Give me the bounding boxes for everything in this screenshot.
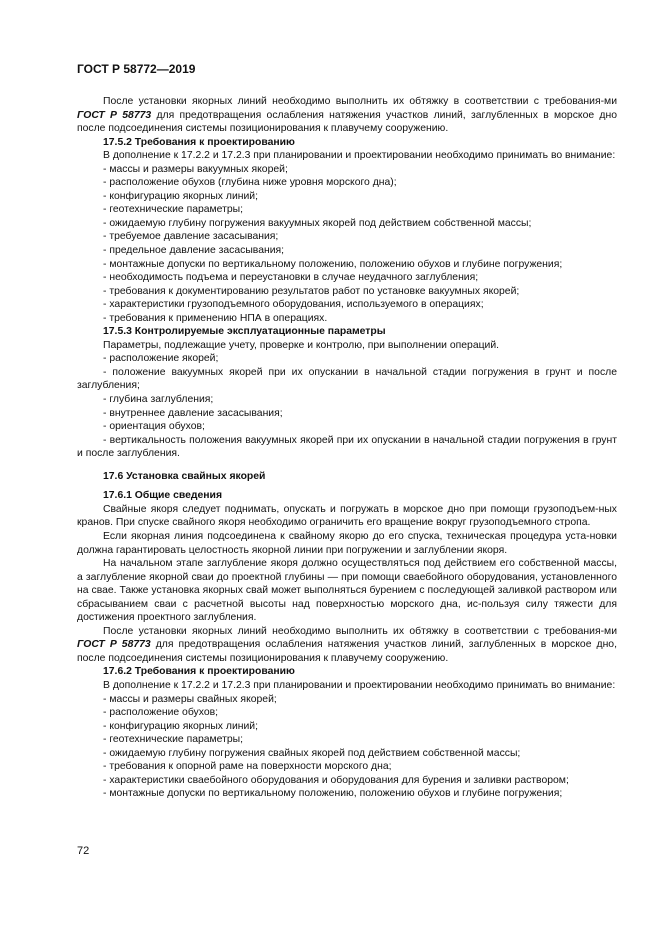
paragraph: Если якорная линия подсоединена к свайному якорю до его спуска, техническая процедура уста-новки должна гарантировать целостность якорной линии при погружении и заглублении якоря. — [77, 530, 617, 556]
heading-17-6-2: 17.6.2 Требования к проектированию — [103, 666, 295, 678]
list-item: - массы и размеры свайных якорей; — [103, 693, 277, 705]
list-item: - ориентация обухов; — [103, 421, 205, 433]
list-item: - глубина заглубления; — [103, 394, 214, 406]
document-header: ГОСТ Р 58772—2019 — [77, 62, 196, 76]
list-item: - расположение якорей; — [103, 353, 219, 365]
list-item: - расположение обухов (глубина ниже уровня морского дна); — [103, 177, 397, 189]
page-number: 72 — [77, 845, 90, 857]
list-item: - предельное давление засасывания; — [103, 245, 285, 257]
heading-17-6-1: 17.6.1 Общие сведения — [103, 490, 223, 502]
intro-17-6-2: В дополнение к 17.2.2 и 17.2.3 при планировании и проектировании необходимо принимать во внимание: — [103, 679, 616, 691]
list-item: - геотехнические параметры; — [103, 204, 244, 216]
list-item: - вертикальность положения вакуумных якорей при их опускании в начальной стадии погружения в грунт и после заглубления. — [77, 434, 617, 460]
intro-17-5-2: В дополнение к 17.2.2 и 17.2.3 при планировании и проектировании необходимо принимать во внимание: — [103, 150, 616, 162]
list-item: - характеристики сваебойного оборудования и оборудования для бурения и заливки раствором; — [103, 774, 569, 786]
heading-17-5-3: 17.5.3 Контролируемые эксплуатационные параметры — [103, 326, 386, 338]
list-item: - геотехнические параметры; — [103, 734, 244, 746]
list-item: - массы и размеры вакуумных якорей; — [103, 163, 288, 175]
paragraph-anchor-tensioning: После установки якорных линий необходимо выполнить их обтяжку в соответствии с требования-ми ГОСТ Р 58773 для предотвращения ослабления натяжения участков линий, заглубленных в морское дно после подсоединения системы позиционирования к плавучему сооружению. — [77, 96, 617, 135]
paragraph: Свайные якоря следует поднимать, опускать и погружать в морское дно при помощи грузоподъем-ных кранов. При спуске свайного якоря необходимо ограничить его вращение вокруг грузоподъемного стропа. — [77, 503, 617, 529]
page-content — [77, 95, 617, 801]
list-item: - монтажные допуски по вертикальному положению, положению обухов и глубине погружения; — [103, 258, 563, 270]
list-item: - ожидаемую глубину погружения свайных якорей под действием собственной массы; — [103, 747, 521, 759]
list-item: - расположение обухов; — [103, 707, 219, 719]
paragraph: На начальном этапе заглубление якоря должно осуществляться под действием его собственной массы, а заглубление якорной сваи до проектной глубины — при помощи сваебойного оборудования, установленного на свае. Также установка якорных свай может выполняться бурением с последующей заливкой раствором или сбрасыванием сваи с расчетной высоты над поверхностью морского дна, ис-пользуя силу тяжести для достижения проектного заглубления. — [77, 558, 617, 624]
standard-reference: ГОСТ Р 58773 — [77, 109, 152, 121]
paragraph-anchor-tensioning: После установки якорных линий необходимо выполнить их обтяжку в соответствии с требования-ми ГОСТ Р 58773 для предотвращения ослабления натяжения участков линий, заглубленных в морское дно, после подсоединения системы позиционирования к плавучему сооружению. — [77, 625, 617, 664]
list-item: - требования к применению НПА в операциях. — [103, 312, 328, 324]
list-item: - необходимость подъема и переустановки в случае неудачного заглубления; — [103, 272, 479, 284]
list-item: - требования к документированию результатов работ по установке вакуумных якорей; — [103, 285, 520, 297]
list-item: - ожидаемую глубину погружения вакуумных якорей под действием собственной массы; — [103, 217, 532, 229]
list-item: - характеристики грузоподъемного оборудования, используемого в операциях; — [103, 299, 484, 311]
list-item: - монтажные допуски по вертикальному положению, положению обухов и глубине погружения; — [103, 788, 563, 800]
intro-17-5-3: Параметры, подлежащие учету, проверке и контролю, при выполнении операций. — [103, 339, 500, 351]
standard-reference: ГОСТ Р 58773 — [77, 639, 151, 651]
list-item: - конфигурацию якорных линий; — [103, 190, 258, 202]
list-item: - положение вакуумных якорей при их опускании в начальной стадии погружения в грунт и после заглубления; — [77, 366, 617, 392]
list-item: - внутреннее давление засасывания; — [103, 407, 283, 419]
list-item: - требования к опорной раме на поверхности морского дна; — [103, 761, 392, 773]
list-item: - требуемое давление засасывания; — [103, 231, 279, 243]
list-item: - конфигурацию якорных линий; — [103, 720, 258, 732]
heading-17-5-2: 17.5.2 Требования к проектированию — [103, 136, 295, 148]
heading-17-6: 17.6 Установка свайных якорей — [103, 470, 266, 482]
